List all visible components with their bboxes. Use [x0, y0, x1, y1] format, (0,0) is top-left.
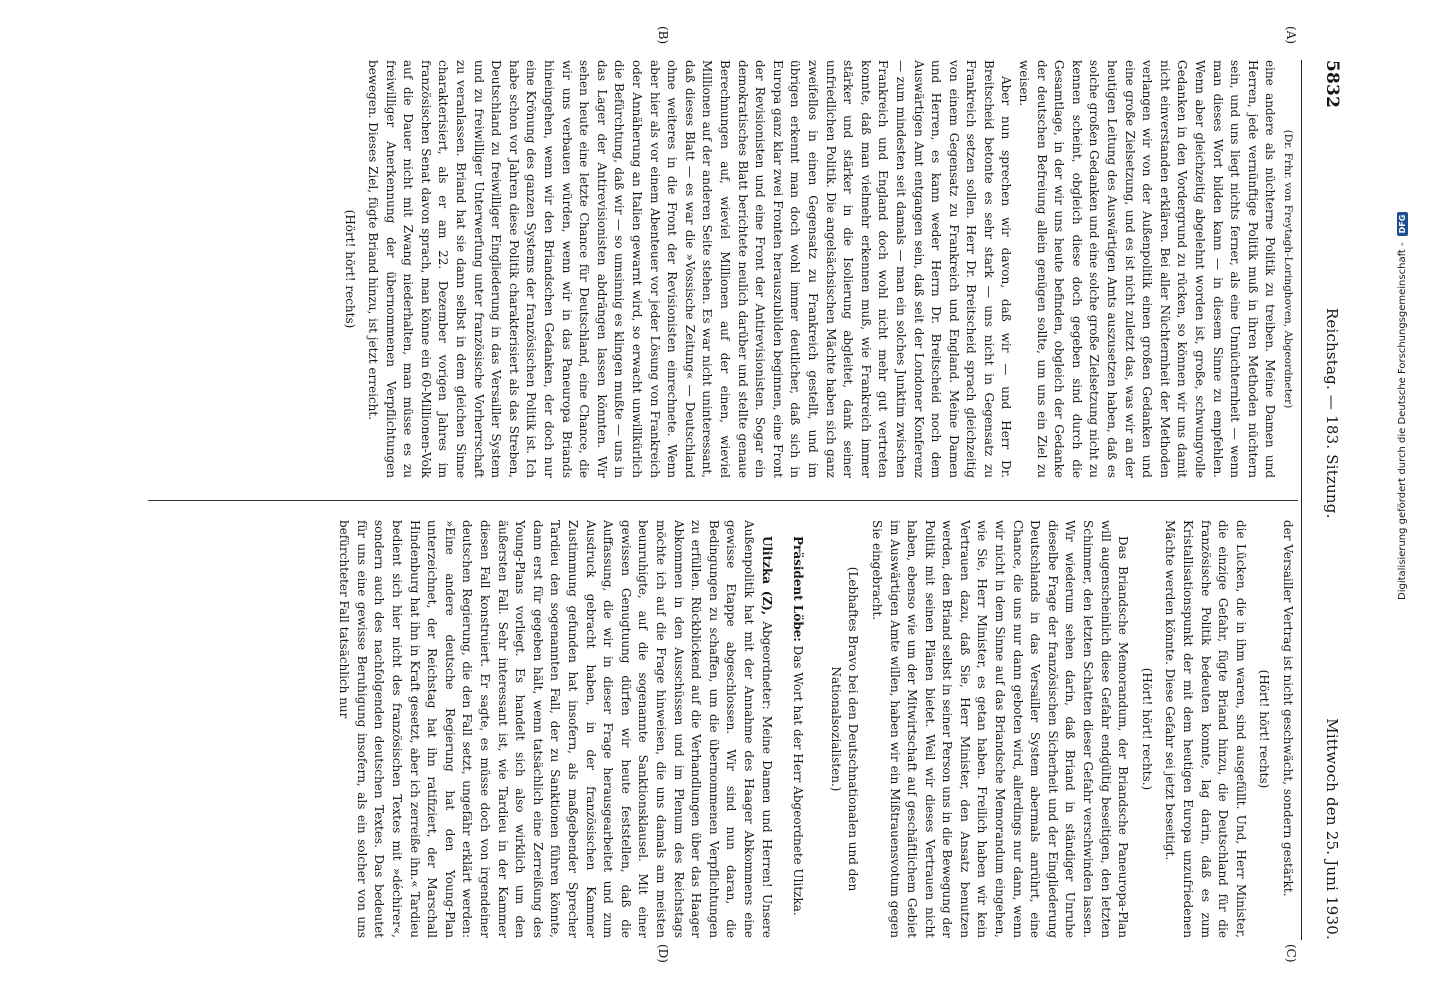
- paragraph: eine andere als nüchterne Politik zu treiben. Meine Damen und Herren, jede vernünftige Politik muß in ihren Methoden nüchtern sein, und uns liegt nichts ferner, als eine Unnüchternheit — wenn man dieses Wort bilden kann — in diesem Sinne zu empfehlen. Wenn aber gleichzeitig abgelehnt worden ist, große, schwungvolle Gedanken in den Vordergrund zu rücken, so können wir uns damit nicht einverstanden erklären. Bei aller Nüchternheit der Methoden verlangen wir von der Außenpolitik einen großen Gedanken und eine große Zielsetzung, und es ist nicht zuletzt das, was wir an der heutigen Leitung des Auswärtigen Amts auszusetzen haben, daß es solche großen Gedanken und eine solche große Zielsetzung nicht zu kennen scheint, obgleich diese doch gegeben sind durch die Gesamtlage, in der wir uns heute befinden, obgleich der Gedanke der deutschen Befreiung allein genügen sollte, um uns ein Ziel zu weisen.: [1017, 60, 1278, 478]
- session-date: Mittwoch den 25. Juni 1930.: [1323, 718, 1341, 940]
- paragraph: die Lücken, die in ihm waren, sind ausgefüllt. Und, Herr Minister, die einzige Gefahr, fügte Briand hinzu, die Deutschland für die französische Politik bedeuten konnte, lag darin, daß es zum Kristallisationspunkt der mit dem heutigen Europa unzufriedenen Mächte werden könnte. Diese Gefahr sei jetzt beseitigt.: [1163, 520, 1248, 938]
- page-number: 5832: [1322, 60, 1342, 109]
- document-page: [42, 26, 1342, 963]
- speaker-line: (Dr. Frhr. von Freytagh-Loringhoven, Abgeordneter): [1282, 129, 1294, 409]
- paragraph: Aber nun sprechen wir davon, daß wir — und Herr Dr. Breitscheid betonte es sehr stark — uns nicht in Gegensatz zu Frankreich setzen sollen. Herr Dr. Breitscheid sprach gleichzeitig von einem Gegensatz zu Frankreich und England. Meine Damen und Herren, es kann weder Herrn Dr. Breitscheid noch dem Auswärtigen Amt entgangen sein, daß seit der Londoner Konferenz — zum mindesten seit damals — man ein solches Junktim zwischen Frankreich und England doch wohl nicht mehr gut vertreten konnte, daß man vielmehr erkennen muß, wie Frankreich immer stärker und stärker in die Isolierung abgleitet, dank seiner unfriedlichen Politik. Die angelsächsischen Mächte haben sich ganz zweifellos in einen Gegensatz zu Frankreich gestellt, und im übrigen erkennt man doch wohl immer deutlicher, daß sich in Europa ganz klar zwei Fronten herauszubilden beginnen, eine Front der Revisionisten und eine Front der Antirevisionisten. Sogar ein demokratisches Blatt berichtete neulich darüber und stellte genaue Berechnungen auf, wieviel Millionen auf der einen, wieviel Millionen auf der anderen Seite stehen. Es war nicht uninteressant, daß dieses Blatt — es war die »Vossische Zeitung« — Deutschland ohne weiteres in die Front der Revisionisten einrechnete. Wenn aber hier als vor einem Abenteuer vor jeder Lösung von Frankreich oder Annäherung an Italien gewarnt wird, so erwacht unwillkürlich die Befürchtung, daß wir — so umsinnig es klingen mußte — uns in das Lager der Antirevisionisten abdrängen lassen könnten. Wir sehen heute eine letzte Chance für Deutschland, eine Chance, die wir uns verbauen würden, wenn wir in das Paneuropa Briands hineingehen, wenn wir den Briandschen Gedanken, der doch nur eine Krönung des ganzen Systems der französischen Politik ist. Ich habe schon vor Jahren diese Politik charakterisiert als das Streben, Deutschland zu freiwilliger Eingliederung in das Versailler System und zu freiwilliger Unterwerfung unter französische Vorherrschaft zu veranlassen. Briand hat sie dann selbst in dem gleichen Sinne charakterisiert, als er am 22. Dezember vorigen Jahres im französischen Senat davon sprach, man könne ein 60-Millionen-Volk auf die Dauer nicht mit Zwang niederhalten, man müsse es zu freiwilliger Anerkennung der übernommenen Verpflichtungen bewegen. Dieses Ziel, fügte Briand hinzu, ist jetzt erreicht.: [366, 60, 1014, 478]
- interjection: (Hört! hört! rechts.): [1139, 667, 1154, 791]
- margin-mark-a: (A): [1284, 26, 1298, 45]
- right-column: [335, 520, 1296, 938]
- interjection: (Hört! hört! rechts): [1257, 669, 1272, 789]
- spacer: [775, 520, 789, 938]
- left-column: [334, 60, 1296, 478]
- credit-text: Digitalisierung gefördert durch die Deutsche Forschungsgemeinschaft -: [1396, 242, 1408, 600]
- margin-mark-b: (B): [656, 26, 670, 45]
- interjection: (Lebhaftes Bravo bei den Deutschnationalen und den Nationalsozialisten.): [828, 566, 861, 892]
- margin-mark-d: (D): [656, 944, 670, 963]
- column-divider: [148, 500, 1298, 501]
- spacer: [806, 520, 820, 938]
- running-header: [1302, 60, 1342, 940]
- header-rule: [1301, 60, 1302, 940]
- session-title: Reichstag. — 183. Sitzung.: [1323, 307, 1341, 519]
- statement-text: Das Wort hat der Herr Abgeordnete Ulitzka.: [791, 645, 806, 916]
- speaker-name: Präsident Löbe:: [791, 536, 806, 642]
- margin-mark-c: (C): [1284, 944, 1298, 963]
- president-statement: [789, 520, 807, 938]
- paragraph: Das Briandsche Memorandum, der Briandsche Paneuropa-Plan will augenscheinlich diese Gefahr endgültig beseitigen, den letzten Schimmer, den letzten Schatten dieser Gefahr verschwinden lassen. Wir wiederum sehen darin, daß Briand in ständiger Unruhe dieselbe Frage der französischen Sicherheit und der Eingliederung Deutschlands in das Versailler System abermals anrührt, eine Chance, die uns nur dann geboten wird, allerdings nur dann, wenn wir nicht in dem Sinne auf das Briandsche Memorandum eingehen, wie Sie, Herr Minister, es getan haben. Freilich haben wir kein Vertrauen dazu, daß Sie, Herr Minister, den Ansatz benutzen werden, den Briand selbst in seiner Person uns in die Bewegung der Politik mit seinen Plänen bietet. Weil wir dieses Vertrauen nicht haben, ebenso wie um der Mitwirtschaft auf geschäftlichem Gebiet im Auswärtigen Amte willen, haben wir ein Mißtrauensvotum gegen Sie eingebracht.: [869, 520, 1131, 938]
- speaker-name: Ulitzka (Z),: [759, 536, 774, 615]
- speech-text: Abgeordneter: Meine Damen und Herren! Unsere Außenpolitik hat mit der Annahme des Haager Abkommens eine gewisse Etappe abgeschlossen. Wir sind nun daran, die Bedingungen zu schaffen, um die übernommenen Verpflichtungen zu erfüllen. Rückblickend auf die Verhandlungen über das Haager Abkommen in den Ausschüssen und im Plenum des Reichstags möchte ich auf die Frage hinweisen, die uns damals am meisten beunruhigte, auf die sogenannte Sanktionsklausel. Mit einer gewissen Genugtuung dürfen wir heute feststellen, daß die Auffassung, die wir in dieser Frage herausgearbeitet und zum Ausdruck gebracht haben, in der französischen Kammer Zustimmung gefunden hat insofern, als maßgebender Sprecher Tardieu den sogenannten Fall, der zu Sanktionen führen könnte, dann erst für gegeben hält, wenn tatsächlich eine Zerreißung des Young-Plans vorliegt. Es handelt sich also wirklich um den äußersten Fall. Sehr interessant ist, wie Tardieu in der Kammer diesen Fall konstruiert. Er sagte, es müsse doch von irgendeiner deutschen Regierung, die den Fall setzt, ungefähr erklärt werden: »Eine andere deutsche Regierung hat den Young-Plan unterzeichnet, der Reichstag hat ihn ratifiziert, der Marschall Hindenburg hat ihn in Kraft gesetzt, aber ich zerreiße ihn.« Tardieu bedient sich hier nicht des französischen Textes mit »déchirer«, sondern auch des nachfolgenden deutschen Textes. Das bedeutet für uns eine gewisse Beruhigung insofern, als ein solcher von uns befürchteter Fall tatsächlich nur: [337, 520, 774, 938]
- speech-paragraph: [335, 520, 775, 938]
- dfg-logo: DFG: [1397, 212, 1408, 237]
- interjection: (Hört! hört! rechts): [342, 209, 357, 329]
- paragraph: der Versailler Vertrag ist nicht geschwächt, sondern gestärkt.: [1281, 520, 1295, 897]
